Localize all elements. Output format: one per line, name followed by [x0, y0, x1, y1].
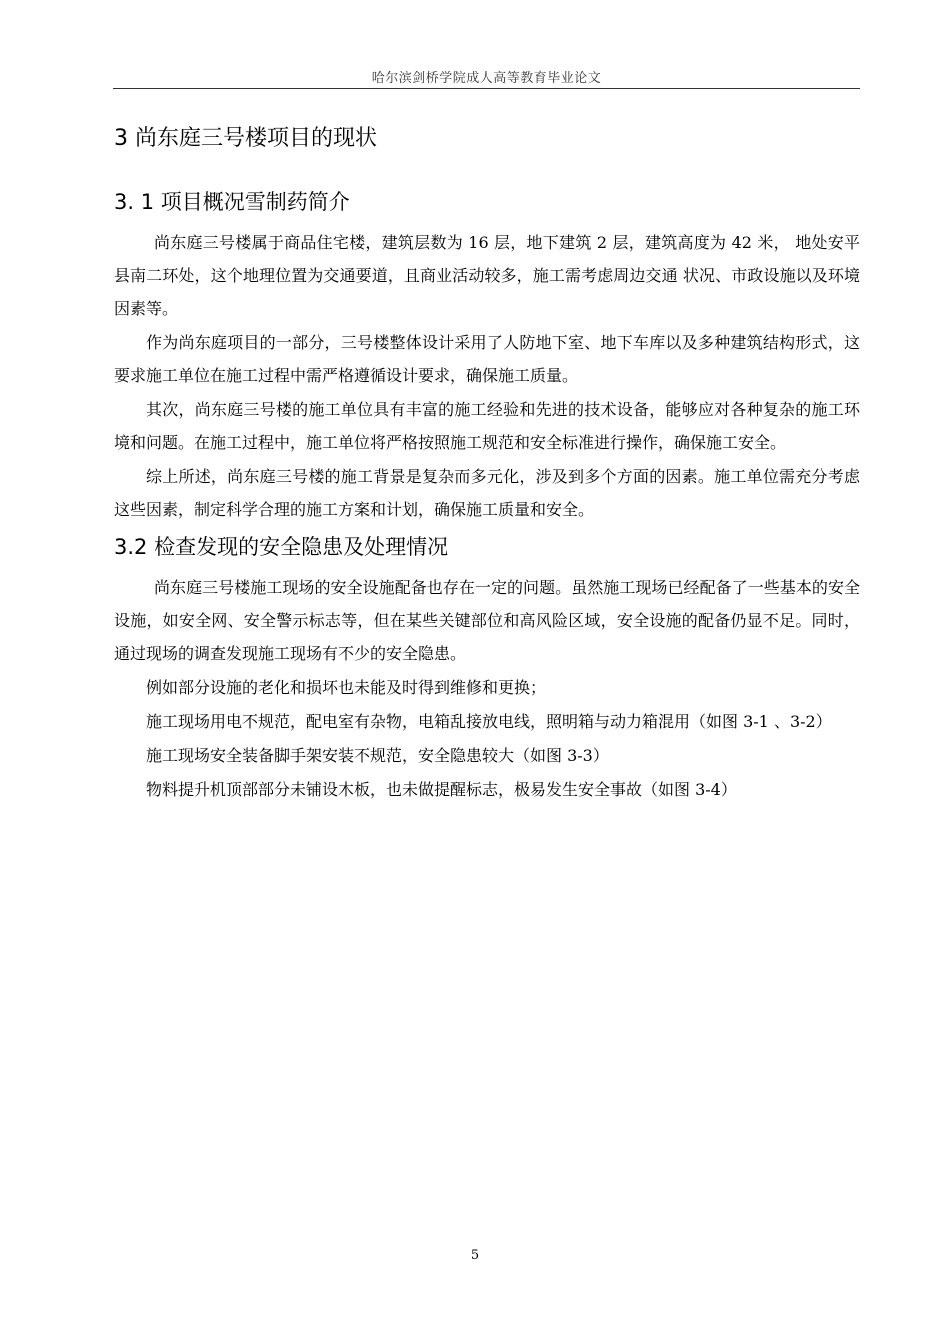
paragraph: 物料提升机顶部部分未铺设木板，也未做提醒标志，极易发生安全事故（如图 3-4） [146, 780, 737, 799]
chapter-title: 3 尚东庭三号楼项目的现状 [114, 126, 377, 151]
header-rule [113, 88, 860, 89]
section-title-3-2: 3.2 检查发现的安全隐患及处理情况 [114, 535, 449, 559]
paragraph: 作为尚东庭项目的一部分，三号楼整体设计采用了人防地下室、地下车库以及多种建筑结构形式，这要求施工单位在施工过程中需严格遵循设计要求，确保施工质量。 [114, 333, 860, 385]
paragraph: 其次，尚东庭三号楼的施工单位具有丰富的施工经验和先进的技术设备，能够应对各种复杂的施工环境和问题。在施工过程中，施工单位将严格按照施工规范和安全标准进行操作，确保施工安全。 [114, 400, 860, 452]
page-number: 5 [470, 1248, 480, 1263]
paragraph: 综上所述，尚东庭三号楼的施工背景是复杂而多元化，涉及到多个方面的因素。施工单位需充分考虑这些因素，制定科学合理的施工方案和计划，确保施工质量和安全。 [114, 467, 860, 519]
page-content [114, 118, 860, 807]
paragraph: 尚东庭三号楼施工现场的安全设施配备也存在一定的问题。虽然施工现场已经配备了一些基本的安全设施，如安全网、安全警示标志等，但在某些关键部位和高风险区域，安全设施的配备仍显不足。同时，通过现场的调查发现施工现场有不少的安全隐患。 [114, 578, 860, 663]
paragraph: 施工现场安全装备脚手架安装不规范，安全隐患较大（如图 3-3） [146, 746, 609, 765]
section-title-3-1: 3. 1 项目概况雪制药简介 [114, 190, 350, 214]
paragraph: 例如部分设施的老化和损坏也未能及时得到维修和更换； [146, 678, 547, 697]
paragraph: 尚东庭三号楼属于商品住宅楼，建筑层数为 16 层，地下建筑 2 层，建筑高度为 42 米， 地处安平县南二环处，这个地理位置为交通要道，且商业活动较多，施工需考虑周边交通 状况、市政设施以及环境因素等。 [114, 233, 860, 318]
running-header: 哈尔滨剑桥学院成人高等教育毕业论文 [371, 71, 602, 86]
paragraph: 施工现场用电不规范，配电室有杂物，电箱乱接放电线，照明箱与动力箱混用（如图 3-1 、3-2） [146, 712, 832, 731]
